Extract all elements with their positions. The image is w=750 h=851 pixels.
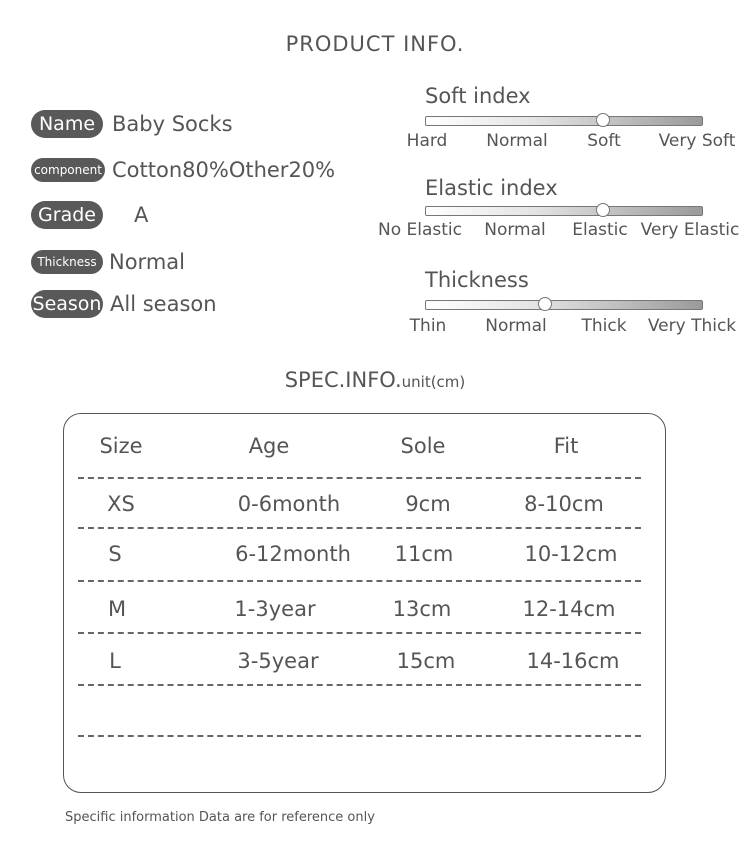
attr-component-row [31,154,335,186]
attr-value: Normal [109,250,185,274]
attr-label-pill: Grade [31,201,103,229]
scale-tick-label: Normal [485,316,547,336]
attr-value: A [134,203,149,227]
soft-index-marker [596,113,610,127]
scale-tick-label: Thin [409,316,447,336]
reference-note: Specific information Data are for reference only [65,810,375,825]
table-cell: 15cm [396,649,456,673]
attr-value: All season [110,292,217,316]
table-cell: 14-16cm [526,649,620,673]
elastic-index-title: Elastic index [425,176,558,200]
scale-tick-label: Elastic [572,220,628,240]
thickness-index-marker [538,297,552,311]
scale-tick-label: Thick [581,316,627,336]
product-info-title: PRODUCT INFO. [285,32,465,56]
attr-label-pill: Season [31,290,103,318]
scale-tick-label: Very Thick [647,316,737,336]
attr-thickness-row [31,246,185,278]
table-cell: 1-3year [234,597,316,621]
attr-name-row [31,108,233,140]
table-cell: 9cm [405,492,451,516]
table-cell: L [109,649,121,673]
attr-grade-row [31,199,148,231]
spec-title-text: SPEC.INFO. [284,368,402,392]
table-header-size: Size [99,434,143,458]
scale-tick-label: Hard [406,131,448,151]
elastic-index-marker [596,203,610,217]
table-cell: 11cm [394,542,454,566]
table-cell: 8-10cm [524,492,604,516]
thickness-index-bar [425,300,703,310]
table-divider [78,477,641,479]
table-divider [78,580,641,582]
scale-tick-label: Soft [587,131,621,151]
table-cell: S [108,542,122,566]
table-header-fit: Fit [553,434,579,458]
attr-label-pill: component [31,158,105,182]
table-divider [78,684,641,686]
elastic-index-bar [425,206,703,216]
table-cell: XS [107,492,135,516]
soft-index-bar [425,116,703,126]
attr-season-row [31,288,217,320]
table-header-sole: Sole [400,434,446,458]
scale-tick-label: Very Elastic [640,220,740,240]
scale-tick-label: Normal [484,220,546,240]
table-divider [78,527,641,529]
attr-label-pill: Thickness [31,250,103,274]
table-cell: 13cm [392,597,452,621]
scale-tick-label: Very Soft [658,131,736,151]
soft-index-title: Soft index [425,84,531,108]
table-cell: M [107,597,127,621]
spec-unit-text: unit(cm) [401,373,466,391]
table-header-age: Age [248,434,290,458]
attr-label-pill: Name [31,110,103,138]
attr-value: Cotton80%Other20% [112,158,336,182]
table-cell: 10-12cm [524,542,618,566]
table-cell: 6-12month [235,542,351,566]
spec-info-title [0,368,750,392]
attr-value: Baby Socks [112,112,233,136]
scale-tick-label: Normal [486,131,548,151]
table-cell: 0-6month [237,492,341,516]
table-cell: 3-5year [237,649,319,673]
table-cell: 12-14cm [522,597,616,621]
thickness-index-title: Thickness [425,268,529,292]
table-divider [78,632,641,634]
scale-tick-label: No Elastic [378,220,462,240]
table-divider [78,735,641,737]
